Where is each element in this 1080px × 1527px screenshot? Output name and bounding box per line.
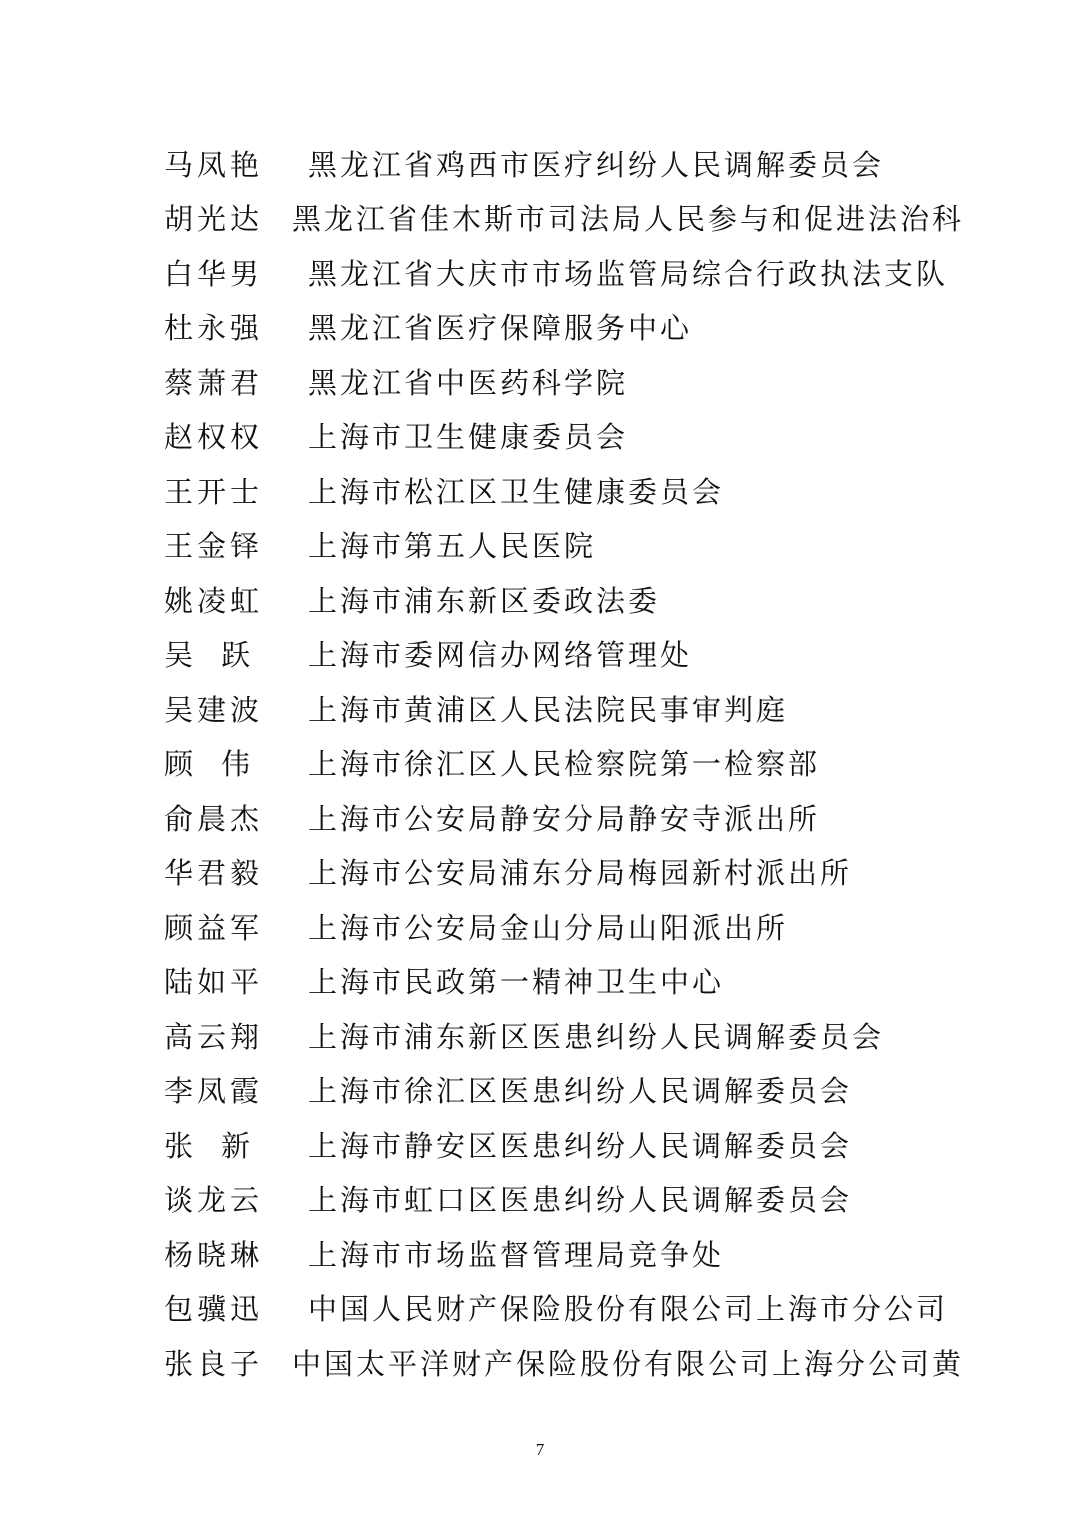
organization-name: 上海市徐汇区医患纠纷人民调解委员会 (308, 1074, 853, 1109)
list-item (164, 300, 964, 355)
organization-name: 上海市浦东新区委政法委 (308, 583, 661, 618)
list-item (164, 1117, 964, 1172)
list-item (164, 681, 964, 736)
list-item (164, 1226, 964, 1281)
organization-name: 黑龙江省医疗保障服务中心 (308, 311, 693, 346)
list-item (164, 1063, 964, 1118)
person-name: 包骥迅 (164, 1292, 264, 1327)
person-name: 白华男 (164, 256, 264, 291)
person-name: 顾 伟 (164, 747, 250, 782)
list-item (164, 954, 964, 1009)
organization-name: 黑龙江省中医药科学院 (308, 365, 629, 400)
list-item (164, 1008, 964, 1063)
person-name: 陆如平 (164, 965, 264, 1000)
organization-name: 上海市公安局金山分局山阳派出所 (308, 910, 789, 945)
organization-name: 上海市公安局静安分局静安寺派出所 (308, 801, 821, 836)
list-item (164, 572, 964, 627)
person-name: 吴 跃 (164, 638, 250, 673)
list-item (164, 518, 964, 573)
organization-name: 上海市第五人民医院 (308, 529, 597, 564)
organization-name: 上海市市场监督管理局竞争处 (308, 1237, 725, 1272)
organization-name: 上海市松江区卫生健康委员会 (308, 474, 725, 509)
list-item (164, 409, 964, 464)
list-item (164, 245, 964, 300)
organization-name: 上海市民政第一精神卫生中心 (308, 965, 725, 1000)
person-name: 杜永强 (164, 311, 264, 346)
person-name: 俞晨杰 (164, 801, 264, 836)
person-name: 王金铎 (164, 529, 264, 564)
list-item (164, 790, 964, 845)
person-name: 谈龙云 (164, 1183, 264, 1218)
list-item (164, 736, 964, 791)
person-name: 胡光达 (164, 202, 264, 237)
person-name: 姚凌虹 (164, 583, 264, 618)
list-item (164, 191, 964, 246)
person-name: 杨晓琳 (164, 1237, 264, 1272)
person-name: 蔡萧君 (164, 365, 264, 400)
organization-name: 黑龙江省大庆市市场监管局综合行政执法支队 (308, 256, 949, 291)
name-list (164, 136, 964, 1390)
list-item (164, 1172, 964, 1227)
person-name: 张 新 (164, 1128, 250, 1163)
person-name: 华君毅 (164, 856, 264, 891)
person-name: 高云翔 (164, 1019, 264, 1054)
list-item (164, 899, 964, 954)
list-item (164, 136, 964, 191)
list-item (164, 845, 964, 900)
organization-name: 黑龙江省鸡西市医疗纠纷人民调解委员会 (308, 147, 885, 182)
person-name: 顾益军 (164, 910, 264, 945)
person-name: 王开士 (164, 474, 264, 509)
list-item (164, 354, 964, 409)
organization-name: 中国太平洋财产保险股份有限公司上海分公司黄 (291, 1346, 964, 1381)
list-item (164, 463, 964, 518)
person-name: 张良子 (164, 1346, 264, 1381)
organization-name: 上海市虹口区医患纠纷人民调解委员会 (308, 1183, 853, 1218)
person-name: 马凤艳 (164, 147, 264, 182)
person-name: 李凤霞 (164, 1074, 264, 1109)
organization-name: 上海市卫生健康委员会 (308, 420, 629, 455)
organization-name: 上海市委网信办网络管理处 (308, 638, 693, 673)
organization-name: 上海市静安区医患纠纷人民调解委员会 (308, 1128, 853, 1163)
person-name: 吴建波 (164, 692, 264, 727)
list-item (164, 1335, 964, 1390)
organization-name: 上海市徐汇区人民检察院第一检察部 (308, 747, 821, 782)
organization-name: 中国人民财产保险股份有限公司上海市分公司 (308, 1292, 949, 1327)
list-item (164, 1281, 964, 1336)
list-item (164, 627, 964, 682)
organization-name: 黑龙江省佳木斯市司法局人民参与和促进法治科 (291, 202, 964, 237)
person-name: 赵权权 (164, 420, 264, 455)
organization-name: 上海市浦东新区医患纠纷人民调解委员会 (308, 1019, 885, 1054)
organization-name: 上海市黄浦区人民法院民事审判庭 (308, 692, 789, 727)
organization-name: 上海市公安局浦东分局梅园新村派出所 (308, 856, 853, 891)
page-number: 7 (535, 1440, 545, 1459)
